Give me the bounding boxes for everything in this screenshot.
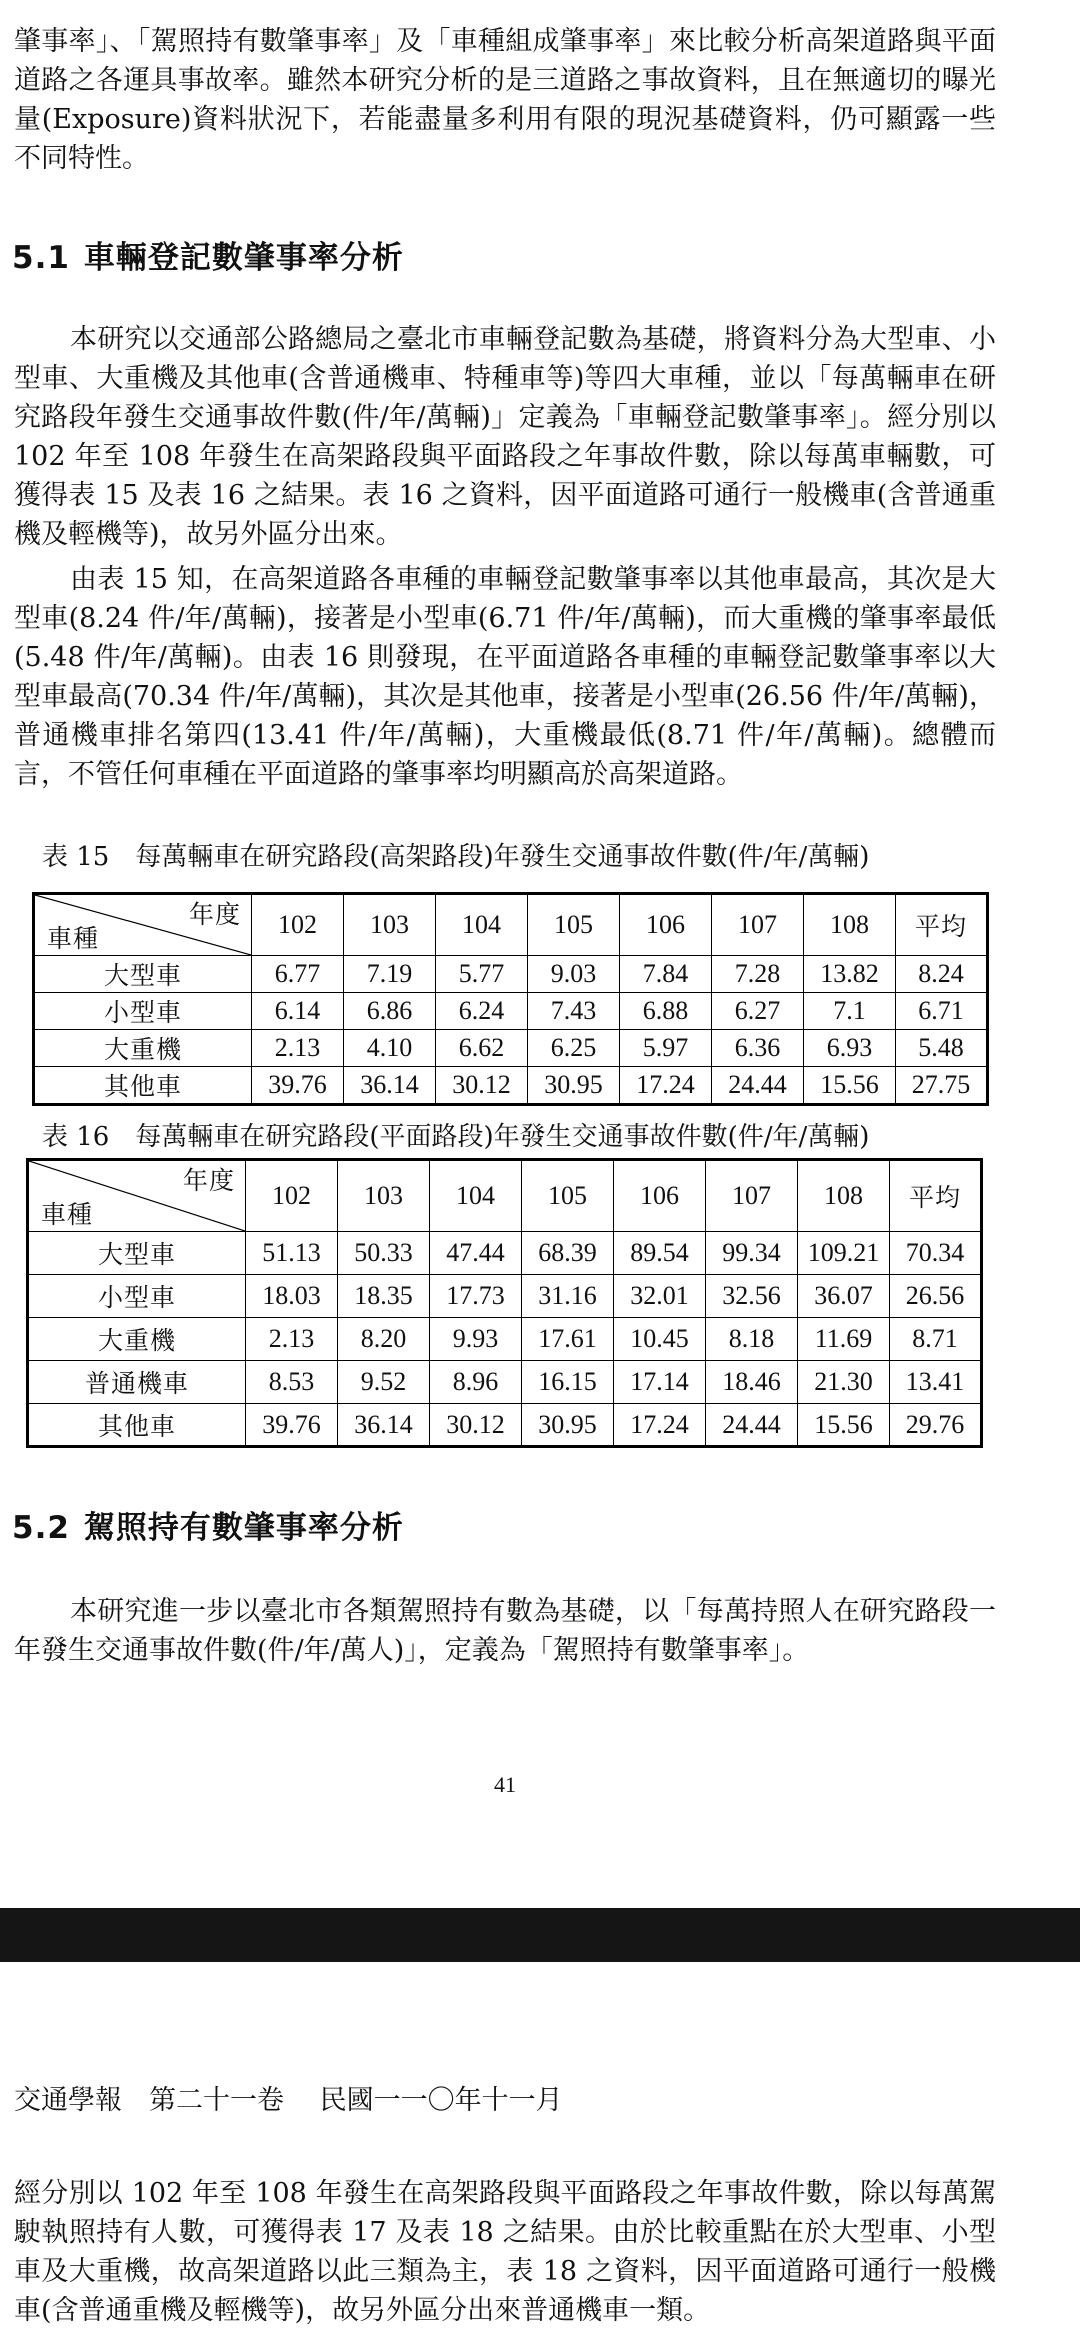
table-cell: 99.34: [706, 1232, 798, 1275]
table-cell: 39.76: [252, 1067, 344, 1105]
table-cell: 5.77: [436, 956, 528, 993]
column-header: 102: [246, 1160, 338, 1232]
table-cell: 30.95: [528, 1067, 620, 1105]
table-cell: 50.33: [338, 1232, 430, 1275]
column-header: 106: [620, 894, 712, 956]
table-cell: 32.01: [614, 1275, 706, 1318]
paragraph-5-1-b: 由表 15 知，在高架道路各車種的車輛登記數肇事率以其他車最高，其次是大型車(8.24 件/年/萬輛)，接著是小型車(6.71 件/年/萬輛)，而大重機的肇事率最低(5.48 件/年/萬輛)。由表 16 則發現，在平面道路各車種的車輛登記數肇事率以大型車最高(70.34 件/年/萬輛)，其次是其他車，接著是小型車(26.56 件/年/萬輛)，普通機車排名第四(13.41 件/年/萬輛)，大重機最低(8.71 件/年/萬輛)。總體而言，不管任何車種在平面道路的肇事率均明顯高於高架道路。: [14, 564, 996, 790]
table-15-caption: 表 15 每萬輛車在研究路段(高架路段)年發生交通事故件數(件/年/萬輛): [42, 842, 870, 872]
table-16-caption: 表 16 每萬輛車在研究路段(平面路段)年發生交通事故件數(件/年/萬輛): [42, 1122, 870, 1152]
column-header: 104: [430, 1160, 522, 1232]
table-cell: 17.61: [522, 1318, 614, 1361]
table-cell: 7.43: [528, 993, 620, 1030]
row-vehicle-type: 大重機: [28, 1318, 246, 1361]
page-separator: [0, 1908, 1080, 1962]
column-header: 平均: [890, 1160, 982, 1232]
row-vehicle-type: 小型車: [34, 993, 252, 1030]
table-cell: 8.24: [896, 956, 988, 993]
table-cell: 21.30: [798, 1361, 890, 1404]
table-row: [34, 956, 988, 993]
table-cell: 6.25: [528, 1030, 620, 1067]
table-cell: 36.07: [798, 1275, 890, 1318]
column-header: 103: [338, 1160, 430, 1232]
page-number: 41: [494, 1772, 516, 1797]
column-header: 105: [522, 1160, 614, 1232]
table-cell: 2.13: [246, 1318, 338, 1361]
column-header: 105: [528, 894, 620, 956]
table-cell: 16.15: [522, 1361, 614, 1404]
column-header: 107: [712, 894, 804, 956]
table-cell: 6.77: [252, 956, 344, 993]
table-cell: 24.44: [712, 1067, 804, 1105]
row-vehicle-type: 大型車: [34, 956, 252, 993]
header-year-label: 年度: [188, 900, 241, 929]
table-cell: 68.39: [522, 1232, 614, 1275]
table-header-row: [28, 1160, 982, 1232]
table-cell: 31.16: [522, 1275, 614, 1318]
table-cell: 70.34: [890, 1232, 982, 1275]
table-row: [28, 1275, 982, 1318]
table-cell: 8.96: [430, 1361, 522, 1404]
table-cell: 7.1: [804, 993, 896, 1030]
table-cell: 18.03: [246, 1275, 338, 1318]
table-row: [34, 993, 988, 1030]
intro-paragraph: 肇事率」、「駕照持有數肇事率」及「車種組成肇事率」來比較分析高架道路與平面道路之各運具事故率。雖然本研究分析的是三道路之事故資料，且在無適切的曝光量(Exposure)資料狀況下，若能盡量多利用有限的現況基礎資料，仍可顯露一些不同特性。: [14, 26, 996, 174]
table-cell: 32.56: [706, 1275, 798, 1318]
table-cell: 36.14: [344, 1067, 436, 1105]
table-cell: 5.97: [620, 1030, 712, 1067]
paragraph-5-1-a: 本研究以交通部公路總局之臺北市車輛登記數為基礎，將資料分為大型車、小型車、大重機及其他車(含普通機車、特種車等)等四大車種，並以「每萬輛車在研究路段年發生交通事故件數(件/年/萬輛)」定義為「車輛登記數肇事率」。經分別以 102 年至 108 年發生在高架路段與平面路段之年事故件數，除以每萬車輛數，可獲得表 15 及表 16 之結果。表 16 之資料，因平面道路可通行一般機車(含普通重機及輕機等)，故另外區分出來。: [14, 324, 996, 550]
column-header: 108: [804, 894, 896, 956]
table-cell: 109.21: [798, 1232, 890, 1275]
table-cell: 51.13: [246, 1232, 338, 1275]
table-cell: 6.88: [620, 993, 712, 1030]
table-corner-header: [34, 894, 252, 956]
column-header: 平均: [896, 894, 988, 956]
table-cell: 17.73: [430, 1275, 522, 1318]
table-row: [28, 1361, 982, 1404]
table-cell: 17.24: [620, 1067, 712, 1105]
table-corner-header: [28, 1160, 246, 1232]
column-header: 102: [252, 894, 344, 956]
table-cell: 18.35: [338, 1275, 430, 1318]
table-cell: 7.19: [344, 956, 436, 993]
table-cell: 17.24: [614, 1404, 706, 1447]
row-vehicle-type: 大型車: [28, 1232, 246, 1275]
table-cell: 2.13: [252, 1030, 344, 1067]
table-cell: 47.44: [430, 1232, 522, 1275]
table-cell: 30.12: [430, 1404, 522, 1447]
table-cell: 30.95: [522, 1404, 614, 1447]
column-header: 107: [706, 1160, 798, 1232]
table-row: [34, 1067, 988, 1105]
table-header-row: [34, 894, 988, 956]
column-header: 108: [798, 1160, 890, 1232]
column-header: 106: [614, 1160, 706, 1232]
table-cell: 17.14: [614, 1361, 706, 1404]
table-cell: 39.76: [246, 1404, 338, 1447]
table-cell: 7.84: [620, 956, 712, 993]
table-cell: 15.56: [798, 1404, 890, 1447]
table-cell: 6.14: [252, 993, 344, 1030]
table-cell: 27.75: [896, 1067, 988, 1105]
table-cell: 4.10: [344, 1030, 436, 1067]
table-cell: 29.76: [890, 1404, 982, 1447]
page-2-paragraph: 經分別以 102 年至 108 年發生在高架路段與平面路段之年事故件數，除以每萬駕駛執照持有人數，可獲得表 17 及表 18 之結果。由於比較重點在於大型車、小型車及大重機，故高架道路以此三類為主，表 18 之資料，因平面道路可通行一般機車(含普通重機及輕機等)，故另外區分出來普通機車一類。: [14, 2178, 996, 2326]
table-cell: 6.27: [712, 993, 804, 1030]
section-number: 5.1: [12, 240, 70, 276]
table-16: [26, 1158, 983, 1448]
table-cell: 89.54: [614, 1232, 706, 1275]
table-cell: 10.45: [614, 1318, 706, 1361]
table-row: [28, 1404, 982, 1447]
row-vehicle-type: 小型車: [28, 1275, 246, 1318]
column-header: 103: [344, 894, 436, 956]
row-vehicle-type: 其他車: [28, 1404, 246, 1447]
table-cell: 13.41: [890, 1361, 982, 1404]
table-cell: 6.71: [896, 993, 988, 1030]
running-header: 交通學報 第二十一卷 民國一一〇年十一月: [14, 2085, 563, 2116]
table-cell: 8.53: [246, 1361, 338, 1404]
table-cell: 5.48: [896, 1030, 988, 1067]
table-cell: 8.18: [706, 1318, 798, 1361]
table-cell: 6.24: [436, 993, 528, 1030]
table-cell: 9.93: [430, 1318, 522, 1361]
table-15: [32, 892, 989, 1106]
table-cell: 8.71: [890, 1318, 982, 1361]
table-cell: 26.56: [890, 1275, 982, 1318]
row-vehicle-type: 大重機: [34, 1030, 252, 1067]
section-number: 5.2: [12, 1510, 70, 1546]
table-cell: 15.56: [804, 1067, 896, 1105]
table-cell: 9.03: [528, 956, 620, 993]
section-5-2-heading: [12, 1502, 404, 1547]
header-type-label: 車種: [41, 1200, 94, 1229]
table-cell: 6.93: [804, 1030, 896, 1067]
table-row: [34, 1030, 988, 1067]
section-title: 車輛登記數肇事率分析: [83, 240, 404, 276]
table-cell: 7.28: [712, 956, 804, 993]
column-header: 104: [436, 894, 528, 956]
row-vehicle-type: 其他車: [34, 1067, 252, 1105]
section-title: 駕照持有數肇事率分析: [83, 1510, 404, 1546]
table-cell: 6.86: [344, 993, 436, 1030]
table-cell: 6.36: [712, 1030, 804, 1067]
table-row: [28, 1318, 982, 1361]
table-cell: 13.82: [804, 956, 896, 993]
table-cell: 9.52: [338, 1361, 430, 1404]
header-type-label: 車種: [47, 924, 100, 953]
table-cell: 30.12: [436, 1067, 528, 1105]
paragraph-5-2: 本研究進一步以臺北市各類駕照持有數為基礎，以「每萬持照人在研究路段一年發生交通事故件數(件/年/萬人)」，定義為「駕照持有數肇事率」。: [14, 1596, 996, 1666]
table-cell: 6.62: [436, 1030, 528, 1067]
table-cell: 8.20: [338, 1318, 430, 1361]
section-5-1-heading: [12, 232, 404, 277]
header-year-label: 年度: [182, 1166, 235, 1195]
row-vehicle-type: 普通機車: [28, 1361, 246, 1404]
table-cell: 24.44: [706, 1404, 798, 1447]
document-page-42: [0, 1962, 1080, 2340]
table-cell: 11.69: [798, 1318, 890, 1361]
table-cell: 18.46: [706, 1361, 798, 1404]
table-cell: 36.14: [338, 1404, 430, 1447]
table-row: [28, 1232, 982, 1275]
